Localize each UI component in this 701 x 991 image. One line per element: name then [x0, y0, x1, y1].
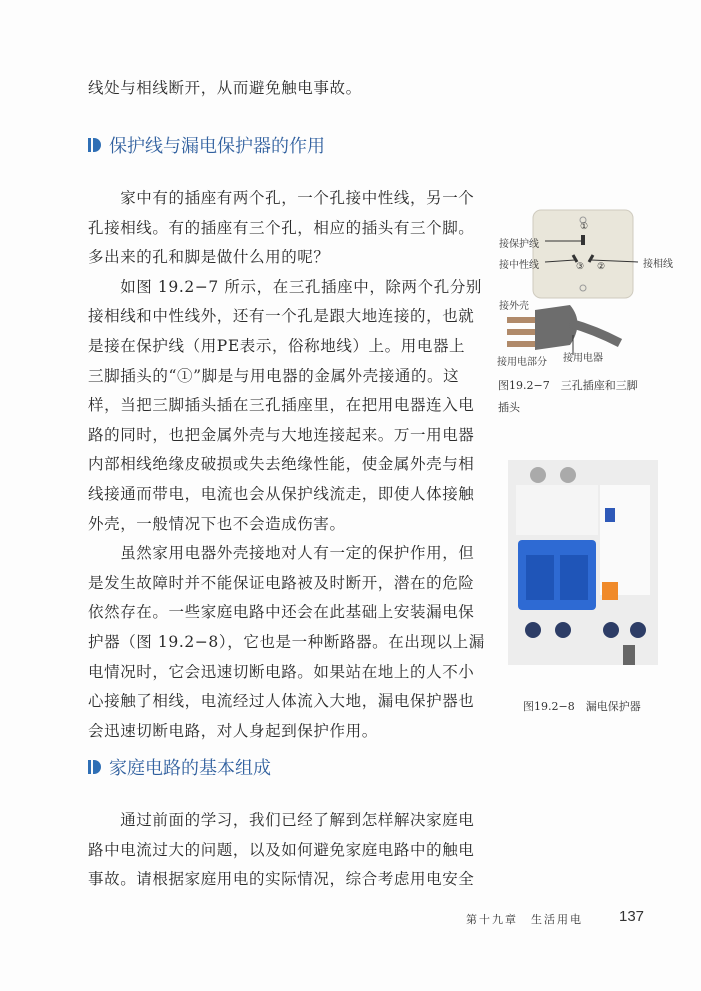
section-title: 家庭电路的基本组成	[109, 758, 271, 779]
label-protect: 接保护线	[499, 239, 539, 250]
text-line: 样，当把三脚插头插在三孔插座里，在把用电器连入电	[88, 396, 475, 415]
text-line: 依然存在。一些家庭电路中还会在此基础上安装漏电保	[88, 603, 475, 622]
label-part: 接用电部分	[497, 357, 547, 368]
text-line: 心接触了相线，电流经过人体流入大地，漏电保护器也	[88, 692, 475, 711]
text-line: 家中有的插座有两个孔，一个孔接中性线，另一个	[88, 189, 475, 207]
text-line: 电情况时，它会迅速切断电路。如果站在地上的人不小	[88, 662, 475, 681]
text-line: 护器（图 19.2−8），它也是一种断路器。在出现以上漏	[88, 633, 485, 651]
section-heading	[88, 754, 271, 780]
figure-caption: 图19.2−8 漏电保护器	[523, 700, 641, 713]
text-line: 如图 19.2−7 所示，在三孔插座中，除两个孔分别	[88, 277, 483, 296]
text-line: 路中电流过大的问题，以及如何避免家庭电路中的触电	[88, 840, 475, 859]
section-marker-icon	[88, 138, 101, 152]
section-heading	[88, 132, 325, 158]
label-neutral: 接中性线	[499, 260, 539, 271]
text-line: 是发生故障时并不能保证电路被及时断开，潜在的危险	[88, 573, 475, 592]
text-line: 接相线和中性线外，还有一个孔是跟大地连接的，也就	[88, 307, 475, 326]
label-n3: ③	[576, 262, 585, 272]
text-line: 虽然家用电器外壳接地对人有一定的保护作用，但	[88, 544, 475, 563]
text-line: 事故。请根据家庭用电的实际情况，综合考虑用电安全	[88, 870, 475, 889]
text-line: 路的同时，也把金属外壳与大地连接起来。万一用电器	[88, 425, 475, 444]
section-title: 保护线与漏电保护器的作用	[109, 136, 325, 157]
section-marker-icon	[88, 760, 101, 774]
label-appliance: 接用电器	[563, 353, 603, 364]
page-number: 137	[619, 908, 645, 925]
leakage-protector-photo	[508, 460, 660, 670]
text-line: 多出来的孔和脚是做什么用的呢？	[88, 248, 330, 267]
text-line: 内部相线绝缘皮破损或失去绝缘性能，使金属外壳与相	[88, 455, 475, 474]
text-line: 是接在保护线（用PE表示，俗称地线）上。用电器上	[88, 337, 466, 355]
label-shell: 接外壳	[499, 301, 529, 312]
text-line: 通过前面的学习，我们已经了解到怎样解决家庭电	[88, 811, 475, 829]
text-line: 三脚插头的“①”脚是与用电器的金属外壳接通的。这	[88, 366, 460, 385]
text-line: 外壳，一般情况下也不会造成伤害。	[88, 514, 346, 533]
label-phase: 接相线	[643, 259, 673, 270]
figure-caption: 插头	[498, 401, 520, 414]
text-line: 会迅速切断电路，对人身起到保护作用。	[88, 721, 378, 740]
chapter-footer: 第十九章 生活用电	[466, 913, 583, 926]
text-line: 线处与相线断开，从而避免触电事故。	[88, 79, 362, 97]
text-line: 线接通而带电，电流也会从保护线流走，即使人体接触	[88, 485, 475, 503]
label-n2: ②	[597, 262, 606, 272]
label-n1: ①	[580, 222, 589, 232]
text-line: 孔接相线。有的插座有三个孔，相应的插头有三个脚。	[88, 218, 475, 237]
figure-caption: 图19.2−7 三孔插座和三脚	[498, 379, 638, 392]
